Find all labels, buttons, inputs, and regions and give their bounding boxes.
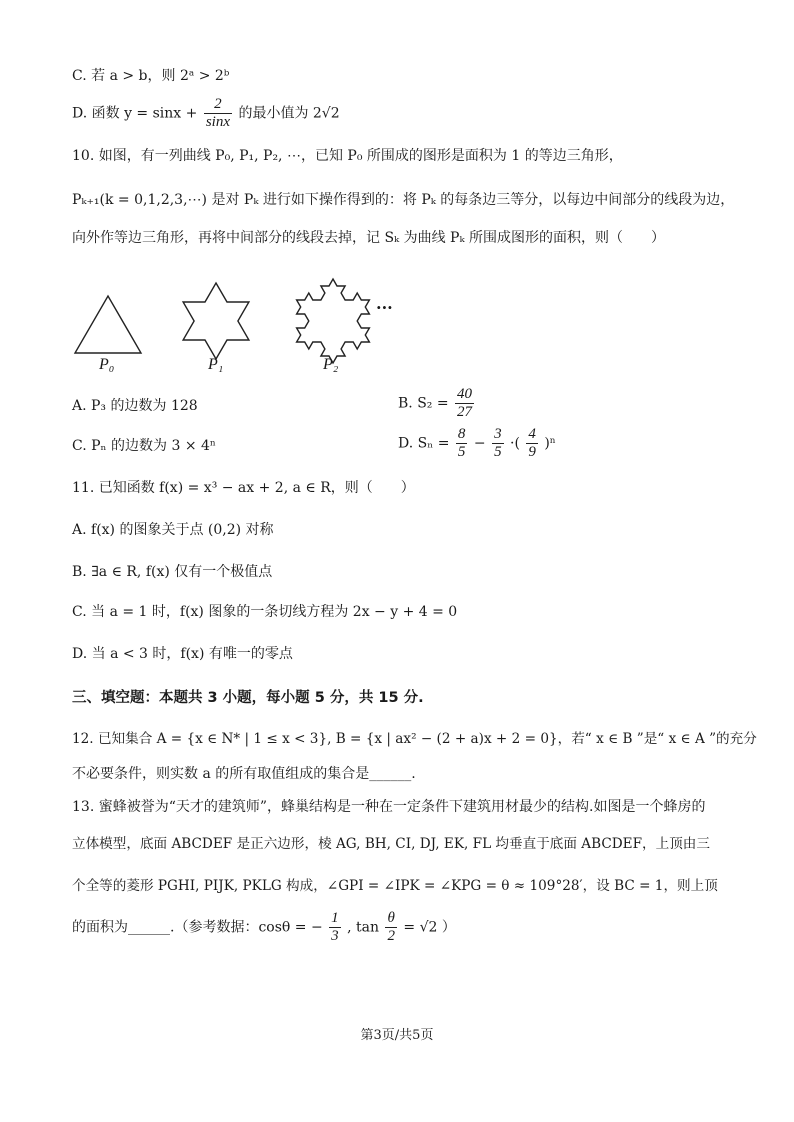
q9-option-d-fraction — [204, 96, 232, 131]
q9-option-c: C. 若 a > b，则 2ᵃ > 2ᵇ — [72, 68, 230, 84]
q10-line-1: 10. 如图，有一列曲线 P₀, P₁, P₂, ⋯，已知 P₀ 所围成的图形是面积为 1 的等边三角形， — [72, 148, 623, 164]
fraction-numerator: 8 — [457, 426, 466, 442]
curve-p2-snowflake — [297, 279, 370, 363]
figure-label-p0: P₀ — [99, 356, 115, 373]
curve-p1-star — [183, 283, 249, 359]
page-footer: 第3页/共5页 — [360, 1028, 434, 1043]
q13-fraction-1 — [329, 910, 341, 945]
q13-line-2: 立体模型，底面 ABCDEF 是正六边形，棱 AG, BH, CI, DJ, EK, FL 均垂直于底面 ABCDEF，上顶由三 — [72, 836, 710, 852]
q9-option-d-post: 的最小值为 2√2 — [238, 105, 340, 122]
q10-line-2: Pₖ₊₁(k = 0,1,2,3,⋯) 是对 Pₖ 进行如下操作得到的：将 Pₖ 的每条边三等分，以每边中间部分的线段为边， — [72, 192, 735, 208]
q11-option-a: A. f(x) 的图象关于点 (0,2) 对称 — [72, 522, 274, 538]
fraction-denominator: 5 — [494, 444, 502, 460]
fraction-denominator: 9 — [528, 444, 536, 460]
q10-option-b-fraction — [455, 386, 474, 421]
q12-line-2: 不必要条件，则实数 a 的所有取值组成的集合是______. — [72, 766, 416, 782]
fraction-numerator: 4 — [528, 426, 536, 442]
q11-option-d: D. 当 a < 3 时，f(x) 有唯一的零点 — [72, 646, 293, 662]
fraction-numerator: 2 — [204, 96, 232, 114]
q13-line-4-pre: 的面积为______.（参考数据：cosθ = − — [72, 919, 323, 936]
q10-line-3: 向外作等边三角形，再将中间部分的线段去掉，记 Sₖ 为曲线 Pₖ 所围成图形的面积，则（ ） — [72, 230, 666, 246]
minus-sign: − — [473, 435, 486, 452]
curve-p0-triangle — [75, 296, 141, 353]
fraction-numerator: 1 — [331, 910, 339, 926]
dot-paren: ·( — [510, 435, 520, 452]
q11-option-c: C. 当 a = 1 时，f(x) 图象的一条切线方程为 2x − y + 4 = 0 — [72, 604, 458, 620]
q10-option-b — [398, 386, 476, 421]
section-3-heading: 三、填空题：本题共 3 小题，每小题 5 分，共 15 分. — [72, 690, 424, 706]
q11-option-b: B. ∃a ∈ R, f(x) 仅有一个极值点 — [72, 564, 273, 580]
q10-option-a: A. P₃ 的边数为 128 — [72, 398, 198, 414]
q13-fraction-2 — [385, 910, 397, 945]
fraction-denominator: 3 — [331, 928, 339, 944]
fraction-numerator: θ — [385, 910, 397, 928]
q13-line-4 — [72, 910, 456, 945]
q13-line-1: 13. 蜜蜂被誉为“天才的建筑师”，蜂巢结构是一种在一定条件下建筑用材最少的结构.如图是一个蜂房的 — [72, 799, 706, 815]
q10-option-d-pre: D. Sₙ = — [398, 435, 450, 452]
paren-power: )ⁿ — [544, 435, 556, 452]
fraction-denominator: 5 — [457, 444, 466, 460]
q10-option-d-fraction-1 — [456, 426, 468, 461]
q9-option-d-pre: D. 函数 y = sinx + — [72, 105, 198, 122]
fraction-denominator: 27 — [457, 404, 473, 420]
q9-option-d — [72, 96, 340, 131]
q11-stem: 11. 已知函数 f(x) = x³ − ax + 2, a ∈ R，则（ ） — [72, 480, 415, 496]
q13-line-4-mid: , tan — [347, 919, 379, 936]
fraction-denominator: 2 — [387, 928, 395, 944]
q13-line-3: 个全等的菱形 PGHI, PIJK, PKLG 构成，∠GPI = ∠IPK = ∠KPG = θ ≈ 109°28′，设 BC = 1，则上顶 — [72, 878, 718, 894]
q12-line-1: 12. 已知集合 A = {x ∈ N* | 1 ≤ x < 3}, B = {x | ax² − (2 + a)x + 2 = 0}，若“ x ∈ B ”是“ x ∈ A ”的充分 — [72, 731, 757, 747]
q10-option-c: C. Pₙ 的边数为 3 × 4ⁿ — [72, 438, 216, 454]
fraction-denominator: sinx — [205, 114, 230, 130]
q10-option-d — [398, 426, 556, 461]
koch-snowflake-figure — [0, 265, 794, 385]
figure-ellipsis: ··· — [376, 298, 393, 317]
q13-line-4-post: = √2 ） — [403, 919, 456, 936]
fraction-numerator: 40 — [457, 386, 473, 402]
fraction-numerator: 3 — [494, 426, 502, 442]
q10-option-d-fraction-2 — [492, 426, 504, 461]
q10-option-d-fraction-3 — [526, 426, 538, 461]
figure-label-p1: P₁ — [208, 356, 224, 373]
q10-option-b-pre: B. S₂ = — [398, 395, 449, 412]
figure-label-p2: P₂ — [323, 356, 339, 373]
